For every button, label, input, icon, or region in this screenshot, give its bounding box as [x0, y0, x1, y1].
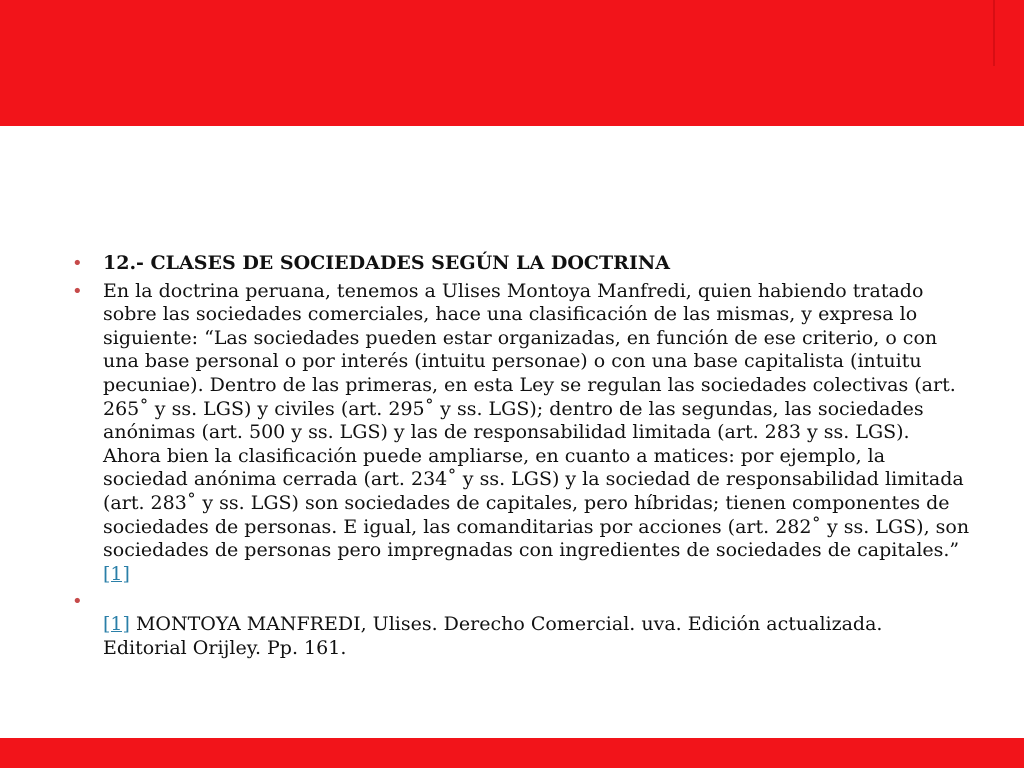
bullet-paragraph [72, 280, 972, 587]
bottom-red-bar [0, 738, 1024, 768]
slide-content [72, 252, 972, 661]
top-red-bar [0, 0, 1024, 126]
footnote-backlink[interactable]: [1] [103, 613, 130, 636]
footnote-text: MONTOYA MANFREDI, Ulises. Derecho Comercial. uva. Edición actualizada. Editorial Orijley. Pp. 161. [103, 613, 883, 659]
top-bar-accent-line [993, 0, 995, 66]
paragraph-text: En la doctrina peruana, tenemos a Ulises Montoya Manfredi, quien habiendo tratado sobre las sociedades comerciales, hace una clasificación de las mismas, y expresa lo siguiente: “Las sociedades pueden estar organizadas, en función de ese criterio, o con una base personal o por interés (intuitu personae) o con una base capitalista (intuitu pecuniae). Dentro de las primeras, en esta Ley se regulan las sociedades colectivas (art. 265˚ y ss. LGS) y civiles (art. 295˚ y ss. LGS); dentro de las segundas, las sociedades anónimas (art. 500 y ss. LGS) y las de responsabilidad limitada (art. 283 y ss. LGS). Ahora bien la clasificación puede ampliarse, en cuanto a matices: por ejemplo, la sociedad anónima cerrada (art. 234˚ y ss. LGS) y la sociedad de responsabilidad limitada (art. 283˚ y ss. LGS) son sociedades de capitales, pero híbridas; tienen componentes de sociedades de personas. E igual, las comanditarias por acciones (art. 282˚ y ss. LGS), son sociedades de personas pero impregnadas con ingredientes de sociedades de capitales.” [103, 279, 970, 562]
bullet-heading [72, 252, 972, 276]
bullet-empty [72, 590, 972, 613]
bullet-list [72, 252, 972, 613]
footnote [72, 613, 972, 660]
footnote-reference-link[interactable]: [1] [103, 562, 130, 585]
heading-text: 12.- CLASES DE SOCIEDADES SEGÚN LA DOCTRINA [103, 252, 670, 274]
